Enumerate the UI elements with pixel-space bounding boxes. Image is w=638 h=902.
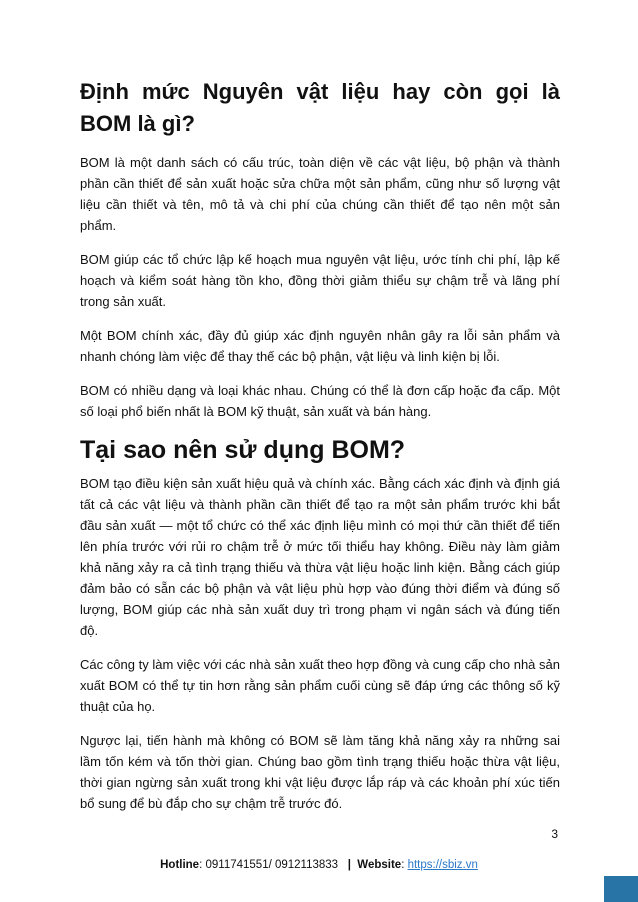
- paragraph: BOM có nhiều dạng và loại khác nhau. Chúng có thể là đơn cấp hoặc đa cấp. Một số loại phổ biến nhất là BOM kỹ thuật, sản xuất và bán hàng.: [80, 383, 560, 419]
- hotline-value: : 0911741551/ 0912113833: [199, 859, 339, 871]
- section-title-what-is-bom: Định mức Nguyên vật liệu hay còn gọi là BOM là gì?: [80, 79, 560, 136]
- section-title-why-use-bom: Tại sao nên sử dụng BOM?: [80, 436, 406, 464]
- paragraph: Ngược lại, tiến hành mà không có BOM sẽ làm tăng khả năng xảy ra những sai lầm tốn kém và tốn thời gian. Chúng bao gồm tình trạng thiếu hoặc thừa vật liệu, thời gian ngừng sản xuất trong khi vật liệu được lắp ráp và các khoản phí xúc tiến bổ sung để bù đắp cho sự chậm trễ trước đó.: [80, 733, 560, 811]
- website-link[interactable]: https://sbiz.vn: [407, 859, 478, 871]
- paragraph: BOM là một danh sách có cấu trúc, toàn diện về các vật liệu, bộ phận và thành phần cần thiết để sản xuất hoặc sửa chữa một sản phẩm, cũng như số lượng vật liệu cần thiết và tên, mô tả và chi phí của chúng cần thiết để tạo nên một sản phẩm.: [80, 155, 560, 233]
- hotline-label: Hotline: [160, 859, 200, 871]
- footer-separator: |: [347, 859, 351, 871]
- corner-decoration: [604, 876, 638, 902]
- website-colon: :: [401, 859, 408, 871]
- page-number: 3: [551, 827, 558, 841]
- paragraph: BOM giúp các tổ chức lập kế hoạch mua nguyên vật liệu, ước tính chi phí, lập kế hoạch và kiểm soát hàng tồn kho, đồng thời giảm thiểu sự chậm trễ và lãng phí trong sản xuất.: [80, 252, 560, 309]
- paragraph: Một BOM chính xác, đầy đủ giúp xác định nguyên nhân gây ra lỗi sản phẩm và nhanh chóng làm việc để thay thế các bộ phận, vật liệu và linh kiện bị lỗi.: [80, 328, 560, 364]
- paragraph: BOM tạo điều kiện sản xuất hiệu quả và chính xác. Bằng cách xác định và định giá tất cả các vật liệu và thành phần cần thiết để tạo ra một sản phẩm trước khi bắt đầu sản xuất — một tổ chức có thể xác định liệu mình có mọi thứ cần thiết để tiến lên phía trước với rủi ro chậm trễ ở mức tối thiểu hay không. Điều này làm giảm khả năng xảy ra cả tình trạng thiếu và thừa vật liệu hoặc linh kiện. Bằng cách giúp đảm bảo có sẵn các bộ phận và vật liệu phù hợp vào đúng thời điểm và đúng số lượng, BOM giúp các nhà sản xuất duy trì trong phạm vi ngân sách và đúng tiến độ.: [80, 476, 560, 638]
- paragraph: Các công ty làm việc với các nhà sản xuất theo hợp đồng và cung cấp cho nhà sản xuất BOM có thể tự tin hơn rằng sản phẩm cuối cùng sẽ đáp ứng các thông số kỹ thuật của họ.: [80, 657, 560, 714]
- page-content: [80, 76, 560, 827]
- website-label: Website: [357, 859, 402, 871]
- footer: [0, 858, 638, 872]
